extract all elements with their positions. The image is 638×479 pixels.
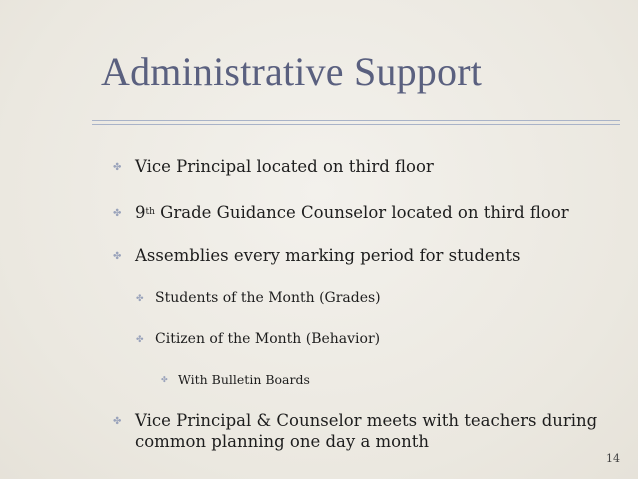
bullet-vice-principal	[113, 157, 434, 176]
sub-bullet-students	[136, 290, 381, 306]
bullet-superscript: th	[145, 207, 155, 217]
bullet-icon: ✤	[113, 251, 122, 262]
bullet-meetings-continuation: common planning one day a month	[135, 432, 429, 451]
bullet-icon: ✤	[136, 294, 144, 304]
bullet-icon: ✤	[161, 375, 168, 384]
bullet-icon: ✤	[113, 416, 122, 427]
bullet-text: Vice Principal located on third floor	[135, 157, 434, 176]
bullet-text: Citizen of the Month (Behavior)	[155, 331, 381, 347]
bullet-icon: ✤	[113, 208, 122, 219]
bullet-prefix: 9	[135, 203, 146, 222]
slide-title: Administrative Support	[101, 49, 483, 94]
bullet-icon: ✤	[136, 335, 144, 345]
bullet-guidance-counselor	[113, 203, 569, 222]
bullet-text: With Bulletin Boards	[178, 372, 310, 387]
bullet-text-line1: Vice Principal & Counselor meets with teachers during	[135, 411, 598, 430]
bullet-text: Students of the Month (Grades)	[155, 290, 381, 306]
bullet-text: Assemblies every marking period for students	[135, 246, 521, 265]
bullet-assemblies	[113, 246, 521, 265]
bullet-icon: ✤	[113, 162, 122, 173]
bullet-text: Grade Guidance Counselor located on third floor	[154, 203, 569, 222]
bullet-meetings	[113, 411, 598, 430]
sub-sub-bullet-bulletin-boards	[161, 372, 310, 387]
page-number: 14	[606, 452, 620, 465]
sub-bullet-citizen	[136, 331, 381, 347]
